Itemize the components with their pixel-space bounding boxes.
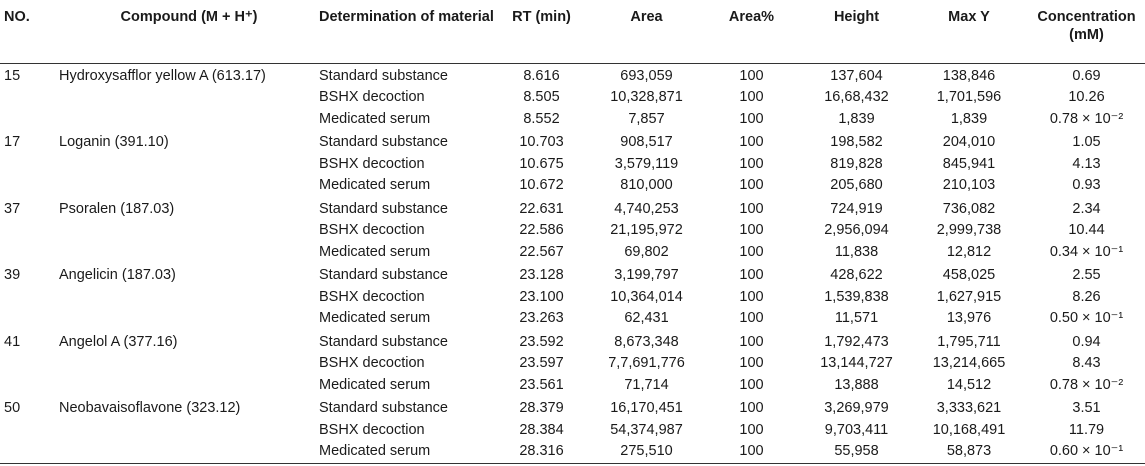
cell-area: 69,802 (624, 243, 669, 260)
cell-max-y: 2,999,738 (936, 222, 1002, 238)
cell-rt: 23.128 (519, 267, 564, 283)
cell-rt: 23.561 (519, 376, 564, 393)
table-row (0, 154, 1145, 176)
cell-area: 10,328,871 (610, 89, 683, 105)
cell-area: 54,374,987 (610, 421, 683, 438)
cell-area: 71,714 (624, 376, 669, 393)
header-no: NO. (0, 0, 59, 63)
table-row (0, 396, 1145, 420)
cell-max-y: 58,873 (914, 441, 1024, 463)
cell-rt: 22.586 (519, 222, 564, 238)
cell-compound (59, 242, 319, 264)
cell-height: 819,828 (830, 155, 883, 172)
cell-height: 3,269,979 (824, 400, 889, 416)
table-row (0, 175, 1145, 197)
cell-max-y: 736,082 (942, 200, 996, 217)
cell-no: 37 (4, 200, 21, 217)
cell-compound (59, 420, 319, 442)
cell-no (0, 154, 59, 176)
cell-no (0, 420, 59, 442)
cell-rt: 23.592 (519, 333, 564, 350)
cell-area-pct: 100 (739, 110, 764, 127)
cell-concentration: 2.34 (1072, 200, 1101, 217)
cell-determination: Standard substance (319, 200, 448, 217)
cell-max-y: 845,941 (942, 155, 996, 172)
cell-concentration: 0.69 (1072, 67, 1101, 84)
cell-determination: BSHX decoction (319, 222, 425, 238)
cell-max-y: 13,214,665 (932, 355, 1006, 371)
cell-concentration: 11.79 (1068, 421, 1105, 438)
cell-max-y: 1,627,915 (936, 288, 1002, 305)
cell-max-y: 210,103 (942, 177, 996, 193)
cell-determination: Standard substance (319, 134, 448, 150)
cell-rt: 22.567 (519, 243, 564, 260)
cell-compound: Neobavaisoflavone (323.12) (59, 400, 241, 416)
cell-area: 810,000 (620, 177, 673, 193)
cell-determination: BSHX decoction (319, 355, 425, 371)
header-row (0, 0, 1145, 63)
cell-determination: BSHX decoction (319, 155, 425, 172)
cell-area-pct: 100 (739, 288, 764, 305)
header-compound: Compound (M + H⁺) (59, 0, 319, 63)
cell-no (0, 287, 59, 309)
cell-no: 17 (4, 134, 21, 150)
cell-rt: 10.703 (519, 134, 564, 150)
cell-concentration: 1.05 (1072, 134, 1101, 150)
cell-max-y: 1,701,596 (936, 89, 1002, 105)
table-row (0, 441, 1145, 463)
cell-area-pct: 100 (739, 421, 764, 438)
cell-height: 137,604 (830, 67, 883, 84)
cell-max-y: 138,846 (942, 67, 996, 84)
cell-compound: Hydroxysafflor yellow A (613.17) (59, 67, 266, 84)
cell-no (0, 87, 59, 109)
cell-no (0, 242, 59, 264)
cell-no: 15 (4, 67, 21, 84)
cell-height: 1,792,473 (824, 333, 889, 350)
table-row (0, 330, 1145, 354)
cell-height: 13,144,727 (820, 355, 893, 371)
cell-concentration: 0.78 × 10⁻² (1049, 376, 1124, 393)
header-area: Area (589, 0, 704, 63)
cell-compound (59, 441, 319, 463)
cell-height: 205,680 (830, 177, 883, 193)
cell-area: 275,510 (589, 441, 704, 463)
table-row (0, 308, 1145, 330)
cell-area-pct: 100 (739, 67, 764, 84)
cell-area-pct: 100 (739, 155, 764, 172)
cell-area: 7,7,691,776 (608, 355, 685, 371)
cell-height: 16,68,432 (824, 89, 889, 105)
table-row (0, 242, 1145, 264)
cell-compound (59, 220, 319, 242)
cell-no (0, 375, 59, 397)
cell-no (0, 308, 59, 330)
table-row (0, 109, 1145, 131)
cell-rt: 8.552 (523, 110, 560, 127)
cell-area-pct: 100 (739, 200, 764, 217)
cell-max-y: 458,025 (942, 267, 996, 283)
cell-determination: Medicated serum (319, 243, 431, 260)
cell-area: 3,199,797 (614, 267, 679, 283)
cell-area: 4,740,253 (614, 200, 679, 217)
cell-compound: Psoralen (187.03) (59, 200, 175, 217)
cell-max-y: 13,976 (946, 310, 992, 326)
cell-height: 55,958 (799, 441, 914, 463)
cell-determination: BSHX decoction (319, 421, 425, 438)
cell-compound (59, 353, 319, 375)
cell-rt: 28.379 (519, 400, 564, 416)
cell-area-pct: 100 (739, 222, 764, 238)
cell-compound: Angelicin (187.03) (59, 267, 176, 283)
cell-concentration: 2.55 (1072, 267, 1101, 283)
cell-no (0, 220, 59, 242)
cell-rt: 10.672 (519, 177, 564, 193)
cell-compound (59, 154, 319, 176)
cell-area: 3,579,119 (614, 155, 679, 172)
cell-max-y: 12,812 (946, 243, 992, 260)
cell-area-pct: 100 (739, 400, 764, 416)
table-row (0, 87, 1145, 109)
cell-no (0, 175, 59, 197)
cell-height: 724,919 (830, 200, 883, 217)
cell-max-y: 1,795,711 (937, 333, 1001, 350)
cell-no (0, 353, 59, 375)
cell-concentration: 0.34 × 10⁻¹ (1049, 243, 1124, 260)
cell-rt: 28.384 (519, 421, 564, 438)
table-row (0, 420, 1145, 442)
cell-determination: Medicated serum (319, 441, 494, 463)
cell-rt: 22.631 (519, 200, 564, 217)
cell-max-y: 10,168,491 (932, 421, 1006, 438)
header-max-y: Max Y (914, 0, 1024, 63)
header-determination: Determination of material (319, 0, 494, 63)
cell-compound (59, 375, 319, 397)
cell-height: 428,622 (830, 267, 883, 283)
cell-determination: Standard substance (319, 267, 448, 283)
cell-area-pct: 100 (739, 89, 764, 105)
cell-height: 1,539,838 (824, 288, 889, 305)
cell-determination: Medicated serum (319, 177, 431, 193)
cell-compound (59, 87, 319, 109)
cell-no: 50 (4, 400, 21, 416)
table-row (0, 353, 1145, 375)
cell-rt: 23.100 (519, 288, 564, 305)
table-row (0, 263, 1145, 287)
cell-rt: 10.675 (519, 155, 564, 172)
cell-concentration: 0.50 × 10⁻¹ (1049, 310, 1124, 326)
cell-compound: Loganin (391.10) (59, 134, 169, 150)
cell-concentration: 4.13 (1072, 155, 1101, 172)
cell-concentration: 0.93 (1072, 177, 1101, 193)
header-height: Height (799, 0, 914, 63)
cell-concentration: 10.44 (1068, 222, 1105, 238)
cell-determination: Standard substance (319, 333, 448, 350)
cell-determination: BSHX decoction (319, 288, 425, 305)
cell-compound (59, 175, 319, 197)
cell-compound: Angelol A (377.16) (59, 333, 178, 350)
cell-rt: 28.316 (494, 441, 589, 463)
table-row (0, 63, 1145, 87)
table-row (0, 375, 1145, 397)
cell-determination: BSHX decoction (319, 89, 425, 105)
cell-area: 908,517 (620, 134, 673, 150)
cell-area: 16,170,451 (610, 400, 683, 416)
cell-concentration: 3.51 (1072, 400, 1101, 416)
cell-compound (59, 308, 319, 330)
cell-area-pct: 100 (739, 134, 764, 150)
cell-concentration: 0.94 (1072, 333, 1101, 350)
cell-area-pct: 100 (739, 355, 764, 371)
cell-area: 693,059 (620, 67, 673, 84)
cell-concentration: 8.43 (1072, 355, 1101, 371)
cell-rt: 23.263 (519, 310, 564, 326)
cell-height: 2,956,094 (824, 222, 889, 238)
cell-no (0, 109, 59, 131)
cell-height: 11,571 (834, 310, 879, 326)
cell-no: 39 (4, 267, 21, 283)
cell-determination: Standard substance (319, 400, 448, 416)
cell-determination: Medicated serum (319, 376, 431, 393)
cell-area-pct: 100 (739, 243, 764, 260)
cell-area: 8,673,348 (614, 333, 679, 350)
cell-area-pct: 100 (739, 310, 764, 326)
cell-height: 13,888 (834, 376, 879, 393)
cell-max-y: 1,839 (950, 110, 988, 127)
table-row (0, 197, 1145, 221)
cell-max-y: 14,512 (946, 376, 992, 393)
cell-area-pct: 100 (739, 376, 764, 393)
table-row (0, 130, 1145, 154)
cell-determination: Medicated serum (319, 310, 431, 326)
cell-area: 62,431 (624, 310, 669, 326)
cell-height: 9,703,411 (824, 421, 889, 438)
cell-height: 1,839 (838, 110, 875, 127)
cell-determination: Medicated serum (319, 110, 431, 127)
cell-max-y: 204,010 (942, 134, 996, 150)
cell-determination: Standard substance (319, 67, 448, 84)
cell-concentration: 10.26 (1068, 89, 1105, 105)
cell-concentration: 0.78 × 10⁻² (1049, 110, 1124, 127)
header-rt: RT (min) (494, 0, 589, 63)
cell-compound (59, 287, 319, 309)
cell-area-pct: 100 (704, 441, 799, 463)
header-concentration: Concentration (mM) (1024, 0, 1145, 63)
table-row (0, 220, 1145, 242)
cell-rt: 8.616 (523, 67, 560, 84)
cell-area-pct: 100 (739, 333, 764, 350)
cell-no (0, 441, 59, 463)
cell-concentration: 8.26 (1072, 288, 1101, 305)
cell-height: 11,838 (834, 243, 879, 260)
cell-area-pct: 100 (739, 177, 764, 193)
header-area-pct: Area% (704, 0, 799, 63)
cell-concentration: 0.60 × 10⁻¹ (1024, 441, 1145, 463)
cell-area: 10,364,014 (610, 288, 683, 305)
cell-no: 41 (4, 333, 21, 350)
cell-area: 7,857 (628, 110, 665, 127)
cell-area: 21,195,972 (610, 222, 683, 238)
cell-height: 198,582 (830, 134, 883, 150)
cell-area-pct: 100 (739, 267, 764, 283)
table-body (0, 63, 1145, 463)
cell-max-y: 3,333,621 (936, 400, 1002, 416)
cell-compound (59, 109, 319, 131)
cell-rt: 23.597 (519, 355, 564, 371)
cell-rt: 8.505 (523, 89, 560, 105)
table-row (0, 287, 1145, 309)
